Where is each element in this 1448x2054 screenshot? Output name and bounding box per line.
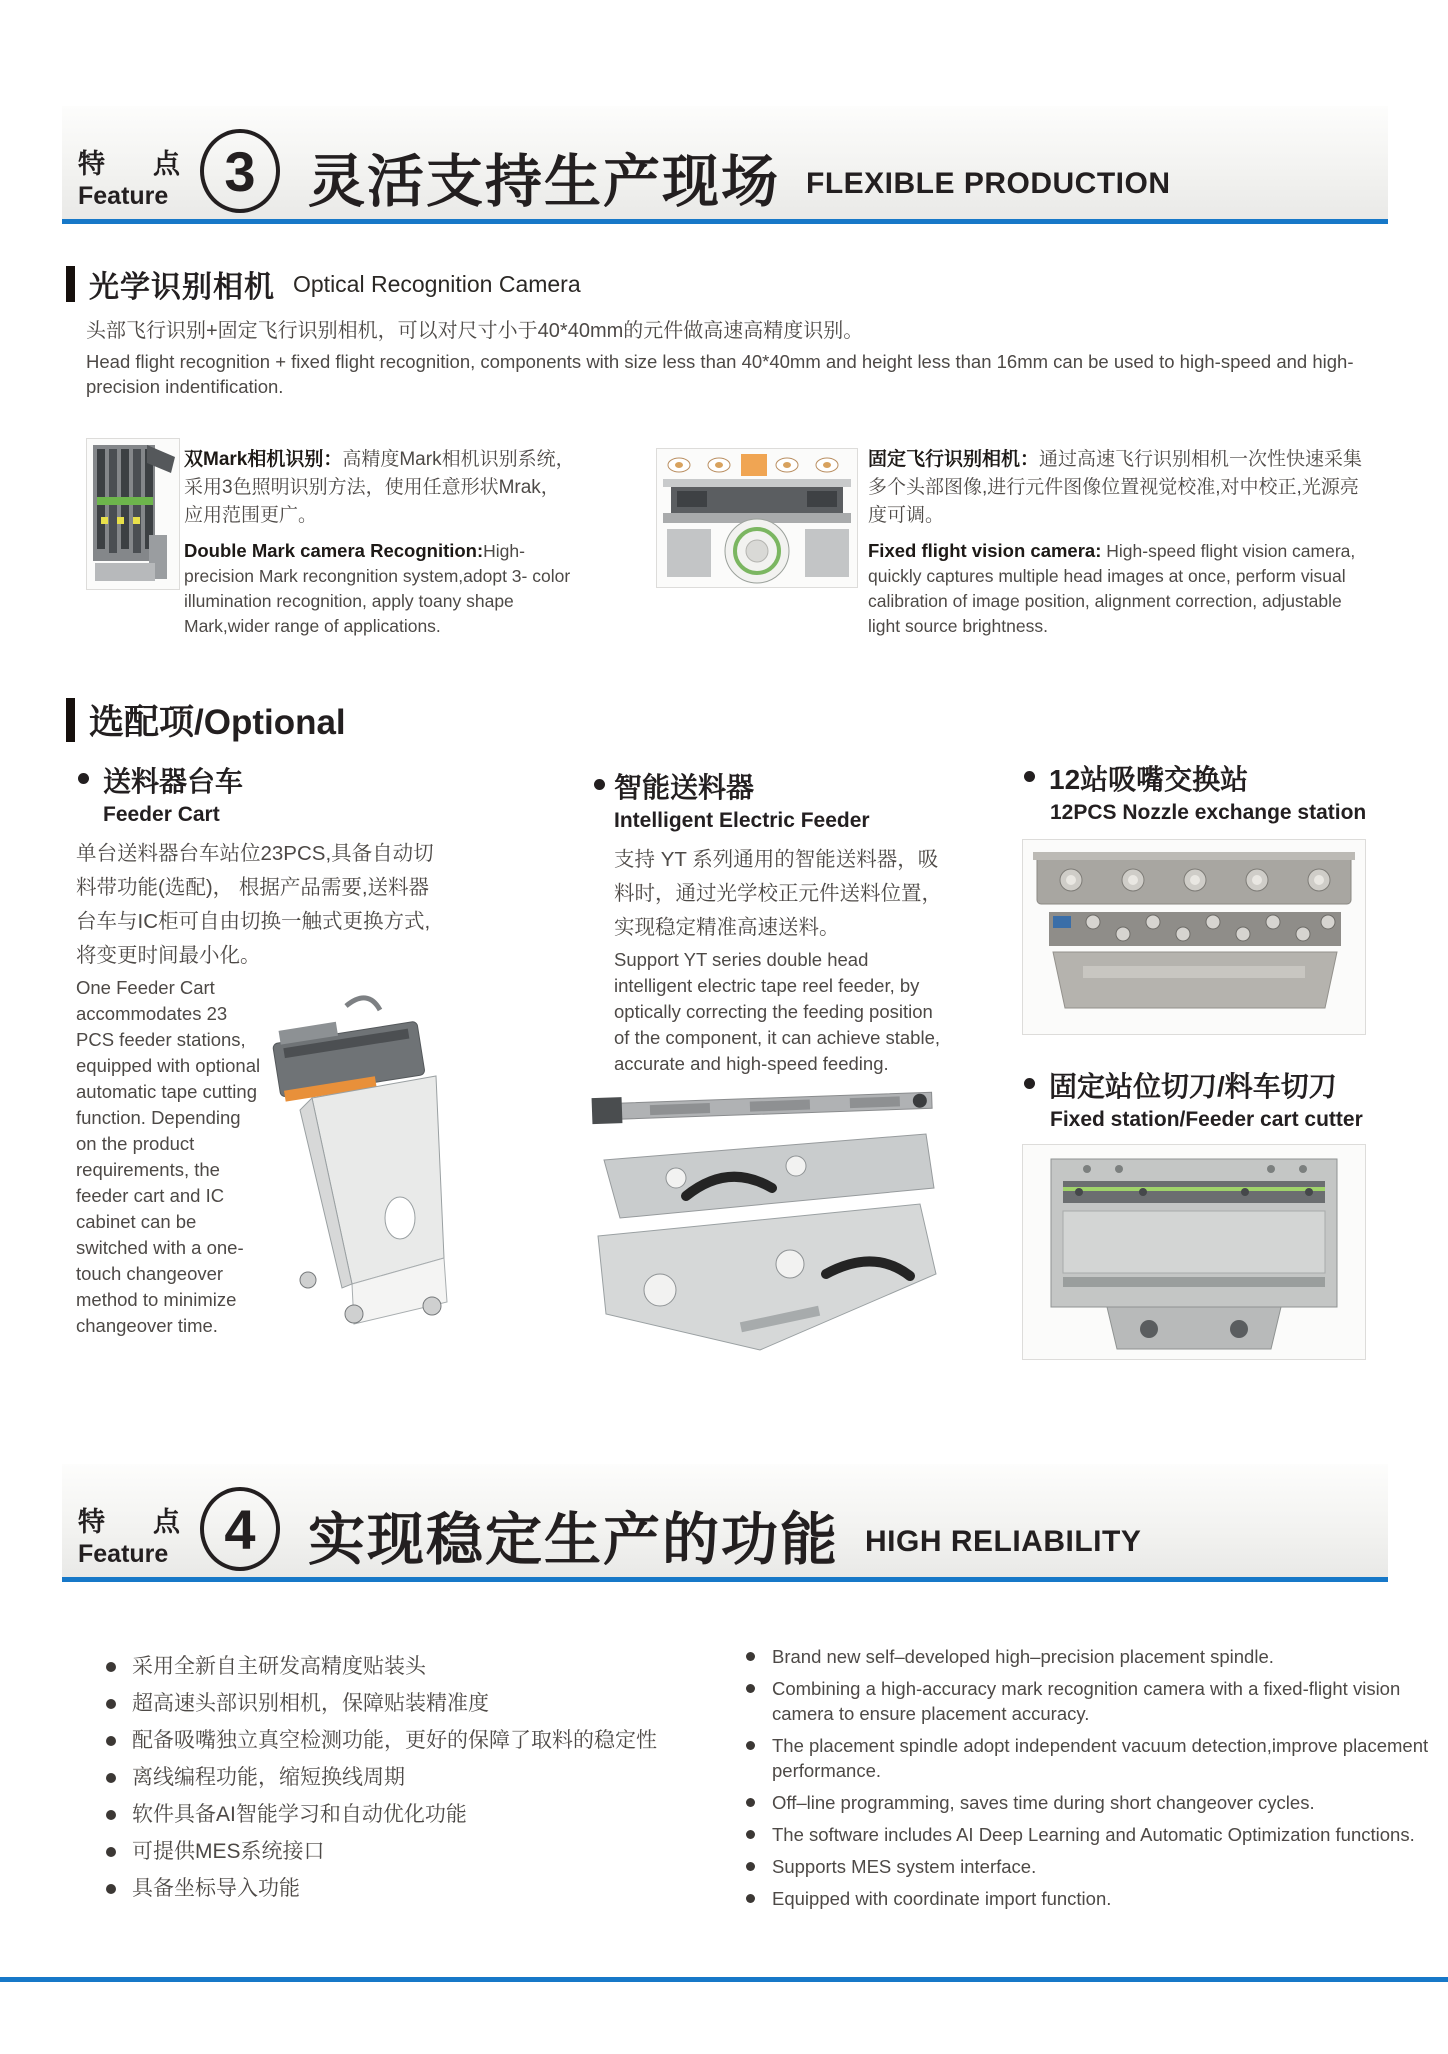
bullet-item: Brand new self–developed high–precision placement spindle. (742, 1644, 1432, 1669)
bullet-item: 具备坐标导入功能 (102, 1870, 692, 1907)
bullet-item: 超高速头部识别相机，保障贴装精准度 (102, 1685, 692, 1722)
feeder-cart-title-en: Feeder Cart (103, 803, 220, 826)
optical-desc-cn: 头部飞行识别+固定飞行识别相机，可以对尺寸小于40*40mm的元件做高速高精度识别。 (86, 320, 864, 342)
mark-camera-illustration (87, 439, 179, 589)
bullet-item: Off–line programming, saves time during short changeover cycles. (742, 1790, 1432, 1815)
fixed-camera-body-cn: 通过高速飞行识别相机一次性快速采集多个头部图像,进行元件图像位置视觉校准,对中校正,光源亮度可调。 (868, 449, 1363, 526)
feature4-number-badge (200, 1487, 280, 1571)
fixed-camera-body-en: High-speed flight vision camera, quickly captures multiple head images at once, perform visual calibration of image position, alignment correction, adjustable light source brightness. (868, 541, 1356, 636)
electric-feeder-body-cn: 支持 YT 系列通用的智能送料器，吸料时，通过光学校正元件送料位置，实现稳定精准高速送料。 (614, 848, 942, 939)
optical-desc-en: Head flight recognition + fixed flight recognition, components with size less than 40*40mm and height less than 16mm can be used to high-speed and high-precision indentification. (86, 351, 1354, 397)
feature4-title-en: HIGH RELIABILITY (865, 1525, 1142, 1558)
cutter-image (1022, 1144, 1366, 1360)
bullet-item: 可提供MES系统接口 (102, 1833, 692, 1870)
bullet-item: 软件具备AI智能学习和自动优化功能 (102, 1796, 692, 1833)
feeder-cart-body-en: One Feeder Cart accommodates 23 PCS feeder stations, equipped with optional automatic tape cutting function. Depending on the product requirements, the feeder cart and IC cabinet can be switched with a one-touch changeover method to minimize changeover time. (76, 977, 261, 1336)
optical-heading-en: Optical Recognition Camera (293, 270, 581, 297)
feeder-cart-title-cn: 送料器台车 (76, 760, 444, 800)
feature3-number: 3 (224, 139, 256, 203)
reliability-list-cn (102, 1648, 692, 1907)
fixed-camera-title-en: Fixed flight vision camera: (868, 540, 1102, 561)
feature4-tag (78, 1500, 180, 1569)
optical-heading-cn: 光学识别相机 (89, 271, 275, 304)
feature-tag-cn: 特 点 (78, 1507, 180, 1537)
fixed-camera-image (656, 448, 858, 588)
electric-feeder-illustration (590, 1068, 946, 1368)
nozzle-station-title-en: 12PCS Nozzle exchange station (1050, 801, 1367, 824)
cutter-title-en: Fixed station/Feeder cart cutter (1050, 1108, 1363, 1131)
bullet-item: 离线编程功能，缩短换线周期 (102, 1759, 692, 1796)
nozzle-station-illustration (1023, 840, 1365, 1034)
bullet-item: Supports MES system interface. (742, 1854, 1432, 1879)
feature-tag-en: Feature (78, 1540, 169, 1568)
mark-camera-title-cn: 双Mark相机识别： (184, 449, 343, 470)
nozzle-station-title-cn: 12站吸嘴交换站 (1022, 758, 1368, 798)
footer-divider (0, 1977, 1448, 1982)
feature3-title-cn: 灵活支持生产现场 (308, 150, 780, 214)
feature4-number: 4 (224, 1497, 256, 1561)
bullet-item: The software includes AI Deep Learning and Automatic Optimization functions. (742, 1822, 1432, 1847)
feature-tag-cn: 特 点 (78, 149, 180, 179)
nozzle-station-column (1022, 758, 1368, 1360)
cutter-title-cn: 固定站位切刀/料车切刀 (1022, 1065, 1368, 1105)
reliability-list-en (742, 1644, 1432, 1918)
optical-section-heading (66, 266, 581, 302)
bullet-item: 配备吸嘴独立真空检测功能，更好的保障了取料的稳定性 (102, 1722, 692, 1759)
feeder-cart-illustration (250, 980, 456, 1330)
mark-camera-title-en: Double Mark camera Recognition: (184, 540, 484, 561)
feature3-number-badge (200, 129, 280, 213)
electric-feeder-column (592, 766, 944, 1077)
mark-camera-text (184, 446, 578, 639)
feature-tag-en: Feature (78, 182, 169, 210)
feature3-tag (78, 142, 180, 211)
fixed-camera-text (868, 446, 1373, 639)
mark-camera-body-cn: 高精度Mark相机识别系统，采用3色照明识别方法，使用任意形状Mrak，应用范围更广。 (184, 449, 575, 526)
electric-feeder-body-en: Support YT series double head intelligent electric tape reel feeder, by optically correcting the feeding position of the component, it can achieve stable, accurate and high-speed feeding. (614, 949, 941, 1074)
electric-feeder-title-cn: 智能送料器 (592, 766, 944, 806)
section-bar-icon (66, 698, 75, 742)
bullet-item: The placement spindle adopt independent vacuum detection,improve placement performance. (742, 1733, 1432, 1783)
bullet-item: 采用全新自主研发高精度贴装头 (102, 1648, 692, 1685)
optical-description (86, 316, 1366, 399)
optional-heading: 选配项/Optional (89, 703, 346, 742)
feeder-cart-body-cn: 单台送料器台车站位23PCS,具备自动切料带功能(选配)， 根据产品需要,送料器台车与IC柜可自由切换一触式更换方式,将变更时间最小化。 (76, 842, 434, 967)
bullet-item: Combining a high-accuracy mark recognition camera with a fixed-flight vision camera to ensure placement accuracy. (742, 1676, 1432, 1726)
section-bar-icon (66, 266, 75, 302)
feature4-title-cn: 实现稳定生产的功能 (308, 1508, 839, 1572)
electric-feeder-title-en: Intelligent Electric Feeder (614, 809, 870, 832)
mark-camera-image (86, 438, 180, 590)
feature3-title-en: FLEXIBLE PRODUCTION (806, 167, 1171, 200)
fixed-camera-title-cn: 固定飞行识别相机： (868, 449, 1040, 470)
nozzle-station-image (1022, 839, 1366, 1035)
bullet-item: Equipped with coordinate import function. (742, 1886, 1432, 1911)
cutter-illustration (1023, 1145, 1365, 1359)
optional-section-heading (66, 698, 346, 742)
feature3-header-band (62, 106, 1388, 224)
mark-camera-body-en: High-precision Mark recongnition system,adopt 3- color illumination recognition, apply toany shape Mark,wider range of applications. (184, 541, 571, 636)
fixed-camera-illustration (657, 449, 857, 587)
feature4-header-band (62, 1464, 1388, 1582)
